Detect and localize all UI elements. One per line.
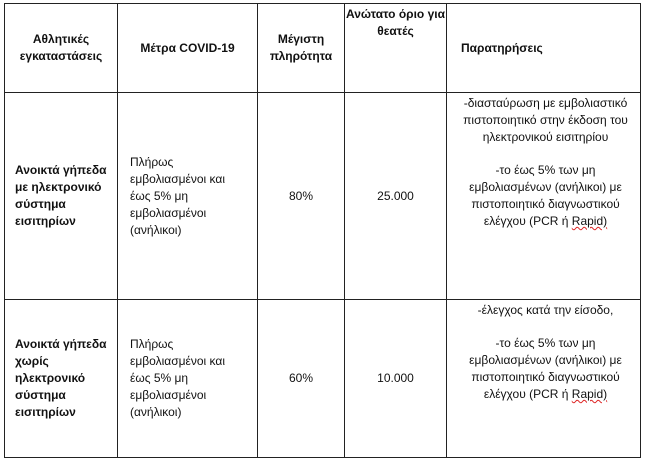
- table-header-row: [5, 4, 641, 93]
- note-second-tail: Rapid): [571, 387, 608, 401]
- header-facilities: Αθλητικές εγκαταστάσεις: [5, 4, 118, 93]
- note-second: [457, 335, 634, 403]
- header-measures: Μέτρα COVID-19: [118, 4, 258, 93]
- note-second-tail: Rapid): [571, 214, 608, 228]
- table-row: [5, 300, 641, 458]
- row-notes: [447, 93, 641, 300]
- covid-measures-table: [4, 3, 641, 458]
- note-first: -διασταύρωση με εμβολιαστικό πιστοποιητικό στην έκδοση του ηλεκτρονικού εισιτηρίου: [463, 96, 628, 144]
- note-second-main: -το έως 5% των μη εμβολιασμένων (ανήλικοι) με πιστοποιητικό διαγνωστικού ελέγχου (PCR ή: [469, 336, 622, 401]
- note-first: -έλεγχος κατά την είσοδο,: [477, 303, 614, 317]
- row-spectator-limit: 10.000: [345, 300, 447, 458]
- note-spacer: [457, 146, 634, 162]
- row-occupancy: 60%: [258, 300, 345, 458]
- header-spectator-limit: Ανώτατο όριο για θεατές: [345, 4, 447, 93]
- row-facility: Ανοικτά γήπεδα χωρίς ηλεκτρονικό σύστημα εισιτηρίων: [5, 300, 118, 458]
- row-facility: Ανοικτά γήπεδα με ηλεκτρονικό σύστημα εισιτηρίων: [5, 93, 118, 300]
- note-spacer: [457, 319, 634, 335]
- note-second: [457, 162, 634, 230]
- table-row: [5, 93, 641, 300]
- row-spectator-limit: 25.000: [345, 93, 447, 300]
- row-occupancy: 80%: [258, 93, 345, 300]
- note-second-main: -το έως 5% των μη εμβολιασμένων (ανήλικοι) με πιστοποιητικό διαγνωστικού ελέγχου (PCR ή: [469, 163, 622, 228]
- row-measures: Πλήρως εμβολιασμένοι και έως 5% μη εμβολιασμένοι (ανήλικοι): [118, 300, 258, 458]
- header-occupancy: Μέγιστη πληρότητα: [258, 4, 345, 93]
- row-notes: [447, 300, 641, 458]
- row-measures: Πλήρως εμβολιασμένοι και έως 5% μη εμβολιασμένοι (ανήλικοι): [118, 93, 258, 300]
- header-notes: Παρατηρήσεις: [447, 4, 641, 93]
